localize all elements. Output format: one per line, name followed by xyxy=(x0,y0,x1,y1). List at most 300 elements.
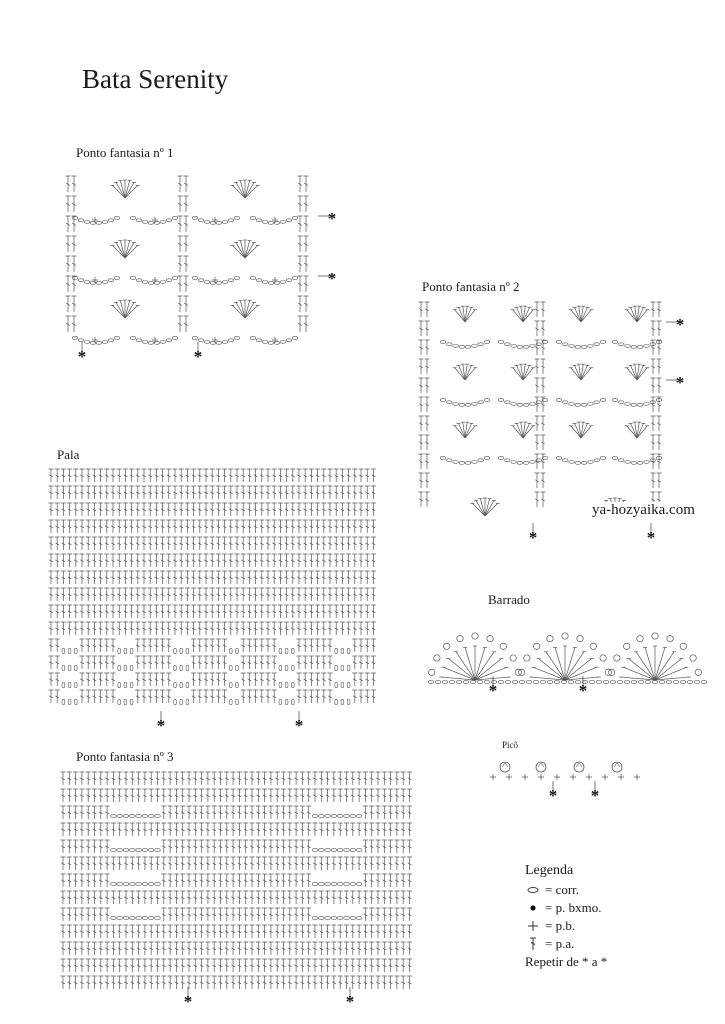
tall-stitch xyxy=(104,690,109,703)
chain-stitch xyxy=(192,277,198,280)
tall-stitch xyxy=(340,622,345,635)
tall-stitch xyxy=(268,959,273,972)
fan-stitch xyxy=(565,667,597,680)
chain-stitch xyxy=(588,345,594,348)
tall-stitch xyxy=(253,537,258,550)
tall-stitch xyxy=(61,588,66,601)
tall-stitch xyxy=(306,891,311,904)
tall-stitch xyxy=(67,840,72,853)
tall-stitch xyxy=(259,690,264,703)
legend-item-slip xyxy=(525,899,607,917)
tall-stitch xyxy=(262,891,267,904)
tall-stitch xyxy=(204,554,209,567)
chain-stitch xyxy=(618,343,624,346)
tall-stitch xyxy=(376,874,381,887)
tall-stitch xyxy=(419,454,424,469)
chain-stitch xyxy=(292,217,298,220)
tall-stitch xyxy=(253,690,258,703)
tall-stitch xyxy=(86,789,91,802)
chain-stitch xyxy=(234,217,240,220)
chain-stitch xyxy=(512,681,518,684)
tall-stitch xyxy=(155,823,160,836)
tall-stitch xyxy=(315,571,320,584)
tall-stitch xyxy=(287,857,292,870)
tall-stitch xyxy=(166,571,171,584)
tall-stitch xyxy=(535,416,540,431)
tall-stitch xyxy=(73,571,78,584)
tall-stitch xyxy=(166,673,171,686)
tall-stitch xyxy=(117,537,122,550)
tall-stitch xyxy=(222,622,227,635)
tall-stitch xyxy=(300,823,305,836)
tall-stitch xyxy=(281,806,286,819)
tall-stitch xyxy=(281,925,286,938)
tall-stitch xyxy=(180,891,185,904)
tall-stitch xyxy=(319,942,324,955)
tall-stitch xyxy=(268,925,273,938)
tall-stitch xyxy=(278,554,283,567)
tall-stitch xyxy=(204,639,209,652)
tall-stitch xyxy=(180,959,185,972)
tall-stitch xyxy=(259,503,264,516)
tall-stitch xyxy=(142,605,147,618)
tall-stitch xyxy=(346,622,351,635)
tall-stitch xyxy=(309,588,314,601)
chain-stitch xyxy=(456,681,462,684)
chain-stitch xyxy=(74,665,77,671)
tall-stitch xyxy=(130,925,135,938)
tall-stitch xyxy=(535,359,540,374)
tall-stitch xyxy=(241,588,246,601)
tall-stitch xyxy=(297,503,302,516)
tall-stitch xyxy=(111,605,116,618)
tall-stitch xyxy=(149,976,154,989)
tall-stitch xyxy=(72,296,77,312)
tall-stitch xyxy=(228,605,233,618)
fantasia3-diagram xyxy=(55,768,425,1018)
tall-stitch xyxy=(86,520,91,533)
tall-stitch xyxy=(86,891,91,904)
chain-stitch xyxy=(556,399,562,402)
tall-stitch xyxy=(228,537,233,550)
tall-stitch xyxy=(306,806,311,819)
chain-stitch xyxy=(504,459,510,462)
tall-stitch xyxy=(237,942,242,955)
tall-stitch xyxy=(321,469,326,482)
tall-stitch xyxy=(142,925,147,938)
tall-stitch xyxy=(98,789,103,802)
chain-stitch xyxy=(694,681,700,684)
chain-stitch xyxy=(659,681,665,684)
chain-stitch xyxy=(331,883,337,886)
chain-stitch xyxy=(72,337,78,340)
repeat-marker: * xyxy=(578,681,588,700)
tall-stitch xyxy=(256,789,261,802)
tall-stitch xyxy=(281,959,286,972)
picot xyxy=(444,643,450,649)
tall-stitch xyxy=(309,571,314,584)
tall-stitch xyxy=(231,840,236,853)
tall-stitch xyxy=(294,959,299,972)
tall-stitch xyxy=(168,959,173,972)
tall-stitch xyxy=(79,908,84,921)
chain-stitch xyxy=(519,681,525,684)
tall-stitch xyxy=(290,605,295,618)
chain-stitch xyxy=(123,883,129,886)
single-stitch xyxy=(152,277,158,283)
tall-stitch xyxy=(174,840,179,853)
fan-stitch xyxy=(443,667,475,680)
tall-stitch xyxy=(328,571,333,584)
tall-stitch xyxy=(247,571,252,584)
tall-stitch xyxy=(216,639,221,652)
tall-stitch xyxy=(287,806,292,819)
tall-stitch xyxy=(388,823,393,836)
tall-stitch xyxy=(166,656,171,669)
tall-stitch xyxy=(250,857,255,870)
tall-stitch xyxy=(262,976,267,989)
tall-stitch xyxy=(154,673,159,686)
tall-stitch xyxy=(359,503,364,516)
tall-stitch xyxy=(243,840,248,853)
tall-stitch xyxy=(111,622,116,635)
tall-stitch xyxy=(303,622,308,635)
tall-stitch xyxy=(191,537,196,550)
tall-stitch xyxy=(67,942,72,955)
tall-stitch xyxy=(129,503,134,516)
tall-stitch xyxy=(315,622,320,635)
tall-stitch xyxy=(191,588,196,601)
tall-stitch xyxy=(247,503,252,516)
tall-stitch xyxy=(210,537,215,550)
chain-stitch xyxy=(268,341,274,344)
tall-stitch xyxy=(166,537,171,550)
tall-stitch xyxy=(111,959,116,972)
tall-stitch xyxy=(142,486,147,499)
single-stitch xyxy=(212,217,218,223)
tall-stitch xyxy=(173,503,178,516)
chain-stitch xyxy=(459,345,465,348)
tall-stitch xyxy=(304,256,309,272)
tall-stitch xyxy=(376,891,381,904)
tall-stitch xyxy=(55,639,60,652)
tall-stitch xyxy=(98,857,103,870)
tall-stitch xyxy=(205,789,210,802)
chain-stitch xyxy=(123,815,129,818)
chain-stitch xyxy=(62,699,65,705)
fan-stitch xyxy=(636,652,655,680)
tall-stitch xyxy=(204,656,209,669)
chain-stitch xyxy=(600,341,606,344)
tall-stitch xyxy=(86,690,91,703)
tall-stitch xyxy=(199,789,204,802)
tall-stitch xyxy=(197,537,202,550)
tall-stitch xyxy=(61,908,66,921)
fan-stitch xyxy=(531,677,565,680)
tall-stitch xyxy=(657,416,662,431)
tall-stitch xyxy=(73,520,78,533)
tall-stitch xyxy=(222,588,227,601)
tall-stitch xyxy=(228,588,233,601)
tall-stitch xyxy=(184,216,189,232)
tall-stitch xyxy=(98,673,103,686)
tall-stitch xyxy=(124,772,129,785)
chain-stitch xyxy=(180,682,183,688)
tall-stitch xyxy=(117,469,122,482)
chain-stitch xyxy=(350,815,356,818)
tall-stitch xyxy=(168,976,173,989)
chain-stitch xyxy=(236,682,239,688)
tall-stitch xyxy=(407,857,412,870)
tall-stitch xyxy=(228,503,233,516)
tall-stitch xyxy=(111,772,116,785)
tall-stitch xyxy=(256,806,261,819)
tall-stitch xyxy=(117,588,122,601)
tall-stitch xyxy=(129,571,134,584)
tall-stitch xyxy=(268,857,273,870)
chain-stitch xyxy=(62,648,65,654)
tall-stitch xyxy=(160,520,165,533)
tall-stitch xyxy=(243,925,248,938)
tall-stitch xyxy=(376,908,381,921)
tall-stitch xyxy=(104,503,109,516)
tall-stitch xyxy=(199,806,204,819)
tall-stitch xyxy=(268,976,273,989)
tall-stitch xyxy=(359,605,364,618)
tall-stitch xyxy=(166,690,171,703)
tall-stitch xyxy=(382,840,387,853)
tall-stitch xyxy=(287,925,292,938)
tall-stitch xyxy=(161,823,166,836)
tall-stitch xyxy=(321,588,326,601)
tall-stitch xyxy=(228,469,233,482)
tall-stitch xyxy=(187,959,192,972)
tall-stitch xyxy=(205,772,210,785)
tall-stitch xyxy=(231,789,236,802)
tall-stitch xyxy=(371,656,376,669)
tall-stitch xyxy=(388,976,393,989)
fan-stitch xyxy=(475,677,509,680)
tall-stitch xyxy=(111,571,116,584)
tall-stitch xyxy=(180,789,185,802)
tall-stitch xyxy=(425,302,430,317)
tall-stitch xyxy=(129,588,134,601)
tall-stitch xyxy=(66,216,71,232)
tall-stitch xyxy=(303,486,308,499)
tall-stitch xyxy=(98,503,103,516)
tall-stitch xyxy=(166,469,171,482)
chain-stitch xyxy=(344,883,350,886)
tall-stitch xyxy=(419,340,424,355)
tall-stitch xyxy=(262,823,267,836)
tall-stitch xyxy=(401,806,406,819)
chain-stitch xyxy=(68,682,71,688)
tall-stitch xyxy=(136,772,141,785)
tall-stitch xyxy=(303,537,308,550)
tall-stitch xyxy=(266,622,271,635)
fan-stitch xyxy=(565,647,575,680)
chain-stitch xyxy=(335,665,338,671)
tall-stitch xyxy=(237,959,242,972)
tall-stitch xyxy=(284,520,289,533)
tall-stitch xyxy=(197,588,202,601)
tall-stitch xyxy=(187,806,192,819)
tall-stitch xyxy=(179,469,184,482)
tall-stitch xyxy=(541,435,546,450)
tall-stitch xyxy=(49,673,54,686)
tall-stitch xyxy=(191,554,196,567)
chain-stitch xyxy=(594,343,600,346)
chain-stitch xyxy=(279,648,282,654)
tall-stitch xyxy=(98,690,103,703)
tall-stitch xyxy=(191,571,196,584)
tall-stitch xyxy=(66,256,71,272)
tall-stitch xyxy=(262,874,267,887)
tall-stitch xyxy=(369,840,374,853)
tall-stitch xyxy=(212,891,217,904)
tall-stitch xyxy=(117,605,122,618)
tall-stitch xyxy=(178,316,183,332)
tall-stitch xyxy=(340,520,345,533)
tall-stitch xyxy=(205,823,210,836)
chain-stitch xyxy=(625,403,631,406)
tall-stitch xyxy=(49,503,54,516)
chain-stitch xyxy=(335,682,338,688)
chain-stitch xyxy=(319,917,325,920)
tall-stitch xyxy=(371,690,376,703)
repeat-marker: * xyxy=(77,347,87,366)
tall-stitch xyxy=(180,976,185,989)
tall-stitch xyxy=(363,772,368,785)
tall-stitch xyxy=(346,469,351,482)
tall-stitch xyxy=(331,857,336,870)
tall-stitch xyxy=(80,537,85,550)
tall-stitch xyxy=(359,656,364,669)
tall-stitch xyxy=(224,789,229,802)
tall-stitch xyxy=(535,340,540,355)
picot xyxy=(487,635,493,641)
tall-stitch xyxy=(111,503,116,516)
tall-stitch xyxy=(184,236,189,252)
tall-stitch xyxy=(155,789,160,802)
tall-stitch xyxy=(306,840,311,853)
tall-stitch xyxy=(297,469,302,482)
tall-stitch xyxy=(328,503,333,516)
tall-stitch xyxy=(328,469,333,482)
tall-stitch xyxy=(297,690,302,703)
chain-stitch xyxy=(498,399,504,402)
tall-stitch xyxy=(55,486,60,499)
tall-stitch xyxy=(179,588,184,601)
tall-stitch xyxy=(204,469,209,482)
tall-stitch xyxy=(382,857,387,870)
picot xyxy=(637,635,643,641)
tall-stitch xyxy=(67,622,72,635)
tall-stitch xyxy=(328,673,333,686)
tall-stitch xyxy=(80,503,85,516)
tall-stitch xyxy=(86,469,91,482)
fantasia3-label: Ponto fantasia nº 3 xyxy=(76,749,174,764)
tall-stitch xyxy=(105,772,110,785)
tall-stitch xyxy=(155,925,160,938)
tall-stitch xyxy=(212,959,217,972)
tall-stitch xyxy=(231,976,236,989)
tall-stitch xyxy=(161,891,166,904)
chain-stitch xyxy=(472,403,478,406)
chain-stitch xyxy=(172,337,178,340)
tall-stitch xyxy=(350,976,355,989)
tall-stitch xyxy=(407,976,412,989)
tall-stitch xyxy=(205,959,210,972)
chain-stitch xyxy=(569,345,575,348)
tall-stitch xyxy=(303,503,308,516)
legend-item-text: = corr. xyxy=(545,882,580,897)
chain-stitch xyxy=(84,281,90,284)
tall-stitch xyxy=(294,772,299,785)
chain-stitch xyxy=(581,345,587,348)
tall-stitch xyxy=(79,857,84,870)
tall-stitch xyxy=(241,486,246,499)
tall-stitch xyxy=(256,840,261,853)
tall-stitch xyxy=(67,554,72,567)
tall-stitch xyxy=(275,925,280,938)
tall-stitch xyxy=(193,908,198,921)
tall-stitch xyxy=(253,503,258,516)
chain-stitch xyxy=(517,403,523,406)
tall-stitch xyxy=(104,554,109,567)
tall-stitch xyxy=(149,925,154,938)
tall-stitch xyxy=(237,908,242,921)
tall-stitch xyxy=(331,942,336,955)
chain-stitch xyxy=(148,849,154,852)
single-stitch xyxy=(272,217,278,223)
tall-stitch xyxy=(266,520,271,533)
tall-stitch xyxy=(224,840,229,853)
tall-stitch xyxy=(191,503,196,516)
tall-stitch xyxy=(148,571,153,584)
tall-stitch xyxy=(210,571,215,584)
tall-stitch xyxy=(315,673,320,686)
tall-stitch xyxy=(136,891,141,904)
picot xyxy=(510,655,516,661)
tall-stitch xyxy=(216,673,221,686)
chain-stitch xyxy=(262,281,268,284)
tall-stitch xyxy=(334,537,339,550)
tall-stitch xyxy=(224,891,229,904)
tall-stitch xyxy=(92,789,97,802)
chain-stitch xyxy=(136,917,142,920)
tall-stitch xyxy=(297,571,302,584)
tall-stitch xyxy=(130,891,135,904)
tall-stitch xyxy=(266,554,271,567)
tall-stitch xyxy=(154,554,159,567)
tall-stitch xyxy=(315,469,320,482)
tall-stitch xyxy=(266,656,271,669)
tall-stitch xyxy=(155,857,160,870)
tall-stitch xyxy=(294,840,299,853)
tall-stitch xyxy=(197,622,202,635)
tall-stitch xyxy=(123,605,128,618)
tall-stitch xyxy=(363,789,368,802)
tall-stitch xyxy=(262,840,267,853)
chain-stitch xyxy=(102,221,108,224)
chain-stitch xyxy=(637,403,643,406)
tall-stitch xyxy=(92,690,97,703)
tall-stitch xyxy=(117,959,122,972)
tall-stitch xyxy=(394,806,399,819)
chain-stitch xyxy=(262,221,268,224)
fan-stitch xyxy=(475,647,485,680)
